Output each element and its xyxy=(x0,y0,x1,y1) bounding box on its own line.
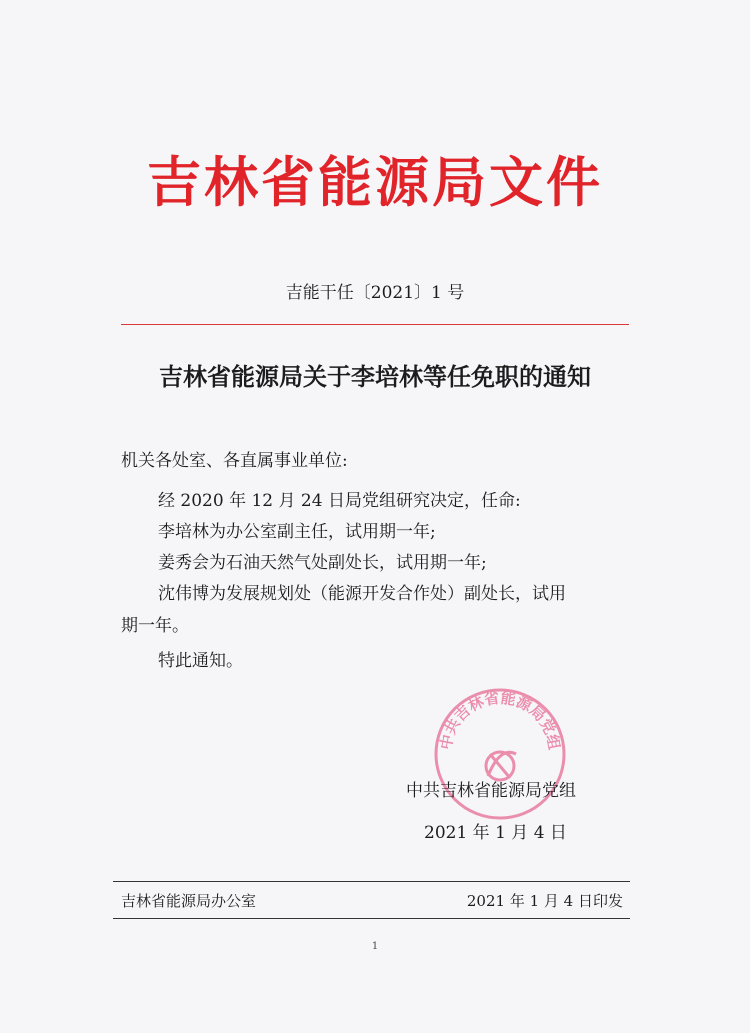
footer-issue-date: 2021 年 1 月 4 日印发 xyxy=(466,892,623,910)
official-seal-stamp xyxy=(430,684,570,824)
notice-paragraph-continued: 期一年。 xyxy=(121,616,189,636)
footer-top-rule xyxy=(113,881,630,882)
document-header-title: 吉林省能源局文件 xyxy=(147,151,603,214)
signatory: 中共吉林省能源局党组 xyxy=(406,781,576,801)
signature-date: 2021 年 1 月 4 日 xyxy=(424,823,567,843)
notice-paragraph: 李培林为办公室副主任，试用期一年; xyxy=(158,522,436,542)
page-number: 1 xyxy=(371,941,379,952)
notice-closing: 特此通知。 xyxy=(158,651,243,671)
red-separator-line xyxy=(121,324,629,325)
notice-paragraph: 经 2020 年 12 月 24 日局党组研究决定，任命: xyxy=(158,491,521,511)
notice-paragraph: 姜秀会为石油天然气处副处长，试用期一年; xyxy=(158,553,487,573)
notice-title: 吉林省能源局关于李培林等任免职的通知 xyxy=(159,362,591,391)
footer-bottom-rule xyxy=(113,918,630,919)
notice-recipient: 机关各处室、各直属事业单位: xyxy=(121,451,348,471)
svg-text:中共吉林省能源局党组: 中共吉林省能源局党组 xyxy=(436,688,564,752)
document-number: 吉能干任〔2021〕1 号 xyxy=(285,283,465,303)
footer-issuer: 吉林省能源局办公室 xyxy=(121,892,257,910)
notice-paragraph: 沈伟博为发展规划处（能源开发合作处）副处长，试用 xyxy=(158,584,566,604)
